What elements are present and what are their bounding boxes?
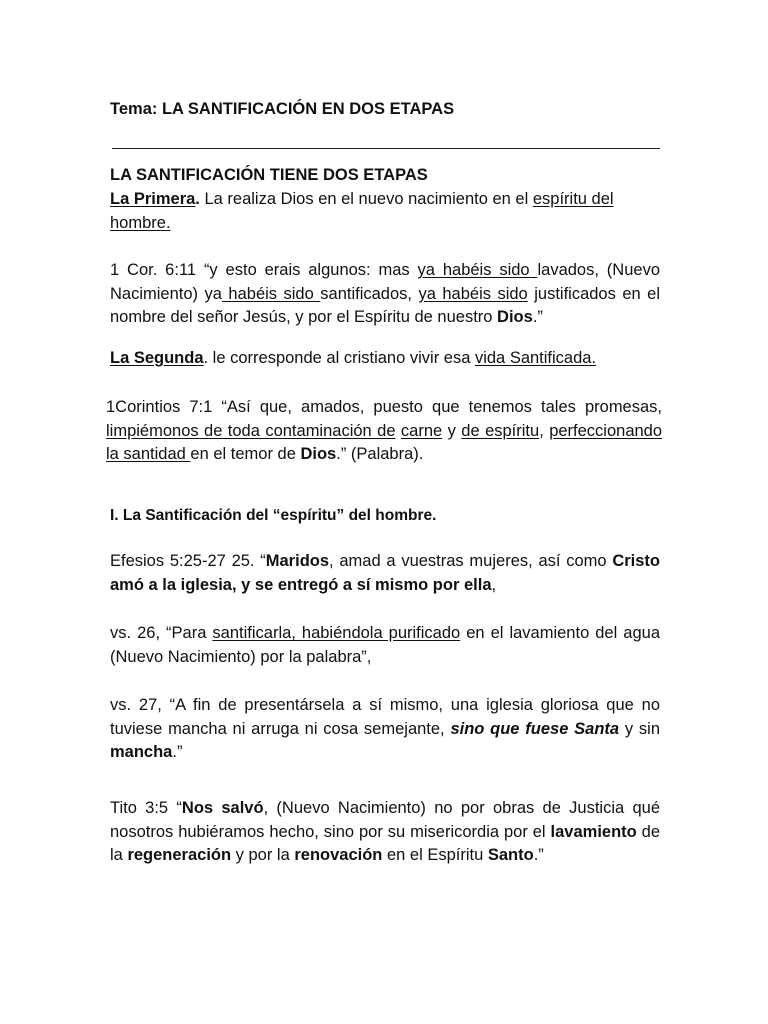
title-divider [112,148,660,149]
text-span: .” [172,743,183,761]
paragraph-tito-3-5 [110,797,660,868]
paragraph-vs-26 [110,622,660,669]
main-heading: LA SANTIFICACIÓN TIENE DOS ETAPAS [110,166,428,184]
label-segunda: La Segunda [110,349,204,367]
paragraph-vs-27 [110,694,660,765]
text-span: de la [110,822,661,864]
text-span: perfeccionando la santidad [106,421,663,463]
text-span: regeneración [127,846,232,864]
text-span: Maridos [265,552,330,570]
section-heading-1: I. La Santificación del “espíritu” del hombre. [110,507,437,524]
text-span: , amad a vuestras mujeres, así como [329,552,613,570]
text-span: 1 Cor. 6:11 “y esto erais algunos: mas [110,261,418,279]
text-span: Dios [300,445,337,463]
text-span: lavamiento [550,822,637,841]
text-span: Cristo amó a la iglesia, y se entregó a sí mismo por ella [110,552,660,594]
text-span: mancha [110,743,173,761]
label-primera: La Primera [110,190,196,208]
text-span: .” [532,308,543,326]
page-title: Tema: LA SANTIFICACIÓN EN DOS ETAPAS [110,100,455,118]
text-span: habéis sido [221,284,321,303]
text-span: Tito 3:5 “ [110,799,182,817]
text-span: , (Nuevo Nacimiento) no por obras de Justicia qué nosotros hubiéramos hecho, sino por su misericordia por el [110,799,661,841]
text-span: La realiza Dios en el nuevo nacimiento en el [199,190,533,208]
text-span: , [539,421,550,440]
text-span: . le corresponde al cristiano vivir esa [203,349,475,367]
text-span: en el temor de [190,445,301,463]
text-span: , [491,575,497,594]
text-span: 1Corintios 7:1 “Así que, amados, puesto que tenemos tales promesas, [106,398,662,416]
paragraph-primera [110,188,620,235]
text-span: y [442,421,462,440]
text-span: y sin [619,719,661,738]
text-span: justificados en el nombre del señor Jesús, y por el Espíritu de nuestro [110,284,660,326]
text-span: santificados, [320,284,419,303]
text-span: .” (Palabra). [336,445,424,463]
paragraph-segunda [110,347,660,371]
text-span: .” [533,846,544,864]
text-span: santificarla, habiéndola purificado [212,624,461,642]
text-span: vs. 27, “A fin de presentársela a sí mismo, una iglesia gloriosa que no tuviese mancha ni arruga ni cosa semejante, [110,696,660,738]
text-span: renovación [294,846,383,864]
text-span: Santo [487,846,534,864]
text-span: en el lavamiento del agua (Nuevo Nacimiento) por la palabra”, [110,624,661,666]
text-span: lavados, (Nuevo Nacimiento) ya [110,261,661,303]
text-span: carne [400,421,443,440]
text-span: de espíritu [461,421,540,440]
paragraph-efesios-5-25 [110,550,660,597]
text-span: ya habéis sido [418,284,528,303]
text-span: Efesios 5:25-27 25. “ [110,552,266,570]
text-span: vs. 26, “Para [110,624,213,642]
text-span: ya habéis sido [417,261,538,279]
text-span: Nos salvó [181,799,264,817]
paragraph-1-cor-6-11 [110,259,660,330]
text-span: . [195,190,200,208]
text-span: limpiémonos de toda contaminación de [106,421,396,440]
text-span: sino que fuese Santa [450,719,620,738]
text-span: en el Espíritu [382,846,488,864]
paragraph-1-corintios-7-1 [106,396,662,467]
text-span: espíritu del hombre. [110,190,614,232]
text-span: vida Santificada. [474,349,597,367]
text-span: y por la [231,846,295,864]
text-span: Dios [497,308,533,326]
